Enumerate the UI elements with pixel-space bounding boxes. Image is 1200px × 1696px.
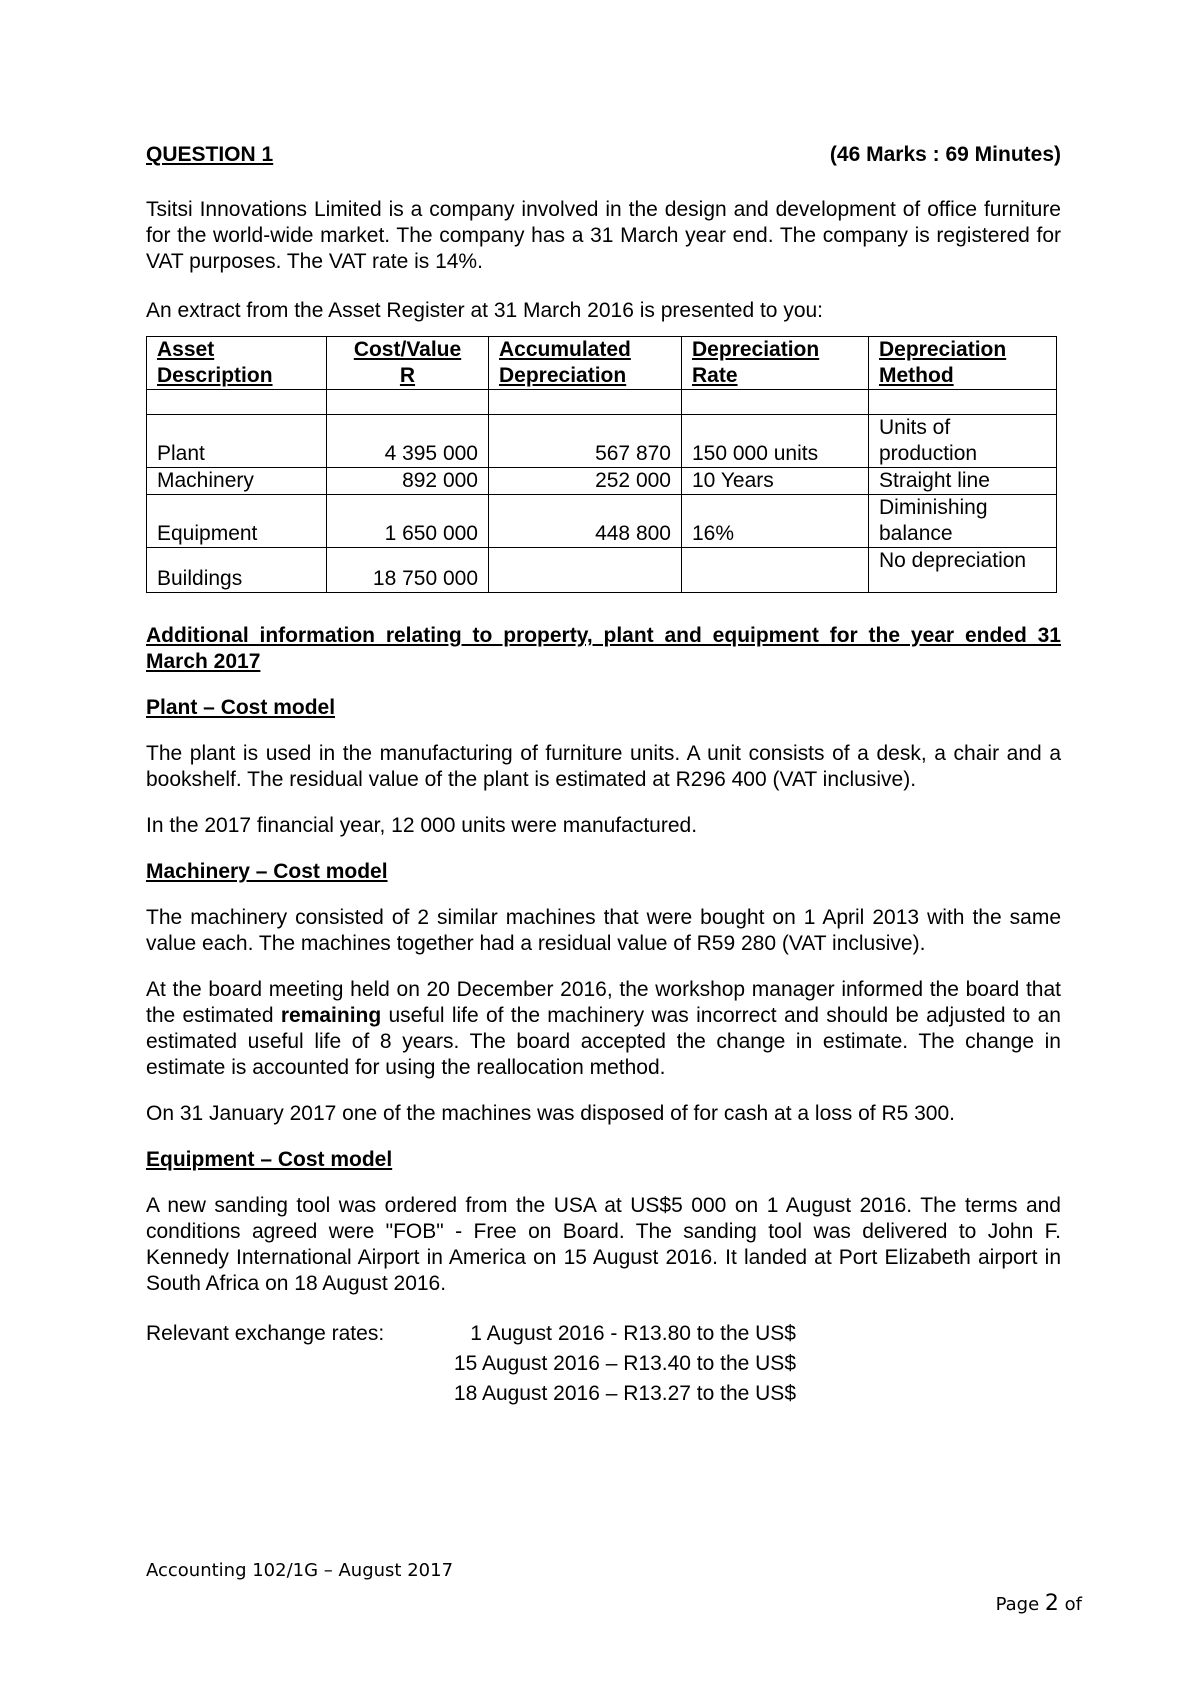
cost-cell: 18 750 000	[327, 548, 489, 593]
exchange-rate: 1 August 2016 - R13.80 to the US$	[470, 1322, 796, 1345]
question-title: QUESTION 1	[146, 143, 274, 166]
method-cell: Units of production	[869, 415, 1057, 468]
header-method: Depreciation Method	[869, 337, 1057, 390]
table-row	[147, 495, 1057, 548]
rate-cell: 10 Years	[682, 468, 869, 495]
question-marks: (46 Marks : 69 Minutes)	[829, 143, 1061, 166]
rate-cell: 150 000 units	[682, 415, 869, 468]
asset-cell: Machinery	[147, 468, 327, 495]
additional-info-title: Additional information relating to property, plant and equipment for the year ended 31 March 2017	[146, 624, 1061, 673]
machinery-section-title: Machinery – Cost model	[146, 860, 388, 883]
cost-cell: 1 650 000	[327, 495, 489, 548]
exchange-rate: 15 August 2016 – R13.40 to the US$	[453, 1352, 796, 1375]
plant-paragraph-1: The plant is used in the manufacturing of furniture units. A unit consists of a desk, a chair and a bookshelf. The residual value of the plant is estimated at R296 400 (VAT inclusive).	[146, 742, 1061, 791]
exchange-rate: 18 August 2016 – R13.27 to the US$	[453, 1382, 796, 1405]
plant-paragraph-2: In the 2017 financial year, 12 000 units were manufactured.	[146, 814, 698, 837]
accum-cell	[489, 548, 682, 593]
cost-cell: 892 000	[327, 468, 489, 495]
exchange-rates	[146, 1319, 1061, 1409]
table-row	[147, 548, 1057, 593]
machinery-paragraph-1: The machinery consisted of 2 similar machines that were bought on 1 April 2013 with the same value each. The machines together had a residual value of R59 280 (VAT inclusive).	[146, 906, 1061, 955]
header-asset: Asset Description	[147, 337, 327, 390]
question-content	[146, 143, 1061, 1409]
asset-register-table	[146, 336, 1057, 593]
cost-cell: 4 395 000	[327, 415, 489, 468]
exchange-rates-label: Relevant exchange rates:	[146, 1322, 385, 1345]
header-cost: Cost/Value R	[327, 337, 489, 390]
question-header	[146, 143, 1061, 173]
table-row	[147, 415, 1057, 468]
equipment-paragraph-1: A new sanding tool was ordered from the USA at US$5 000 on 1 August 2016. The terms and conditions agreed were "FOB" - Free on Board. The sanding tool was delivered to John F. Kennedy International Airport in America on 15 August 2016. It landed at Port Elizabeth airport in South Africa on 18 August 2016.	[146, 1194, 1061, 1295]
asset-cell: Equipment	[147, 495, 327, 548]
machinery-paragraph-3: On 31 January 2017 one of the machines was disposed of for cash at a loss of R5 300.	[146, 1102, 955, 1125]
table-row	[147, 468, 1057, 495]
page-number: Page 2 of	[995, 1591, 1082, 1616]
method-cell: Straight line	[869, 468, 1057, 495]
table-header-row	[147, 337, 1057, 390]
remaining-emphasis: remaining	[280, 1004, 382, 1027]
footer-course: Accounting 102/1G – August 2017	[146, 1560, 454, 1581]
table-blank-row	[147, 390, 1057, 415]
rate-cell	[682, 548, 869, 593]
asset-cell: Plant	[147, 415, 327, 468]
method-cell: No depreciation	[869, 548, 1057, 593]
accum-cell: 252 000	[489, 468, 682, 495]
machinery-paragraph-2: At the board meeting held on 20 December 2016, the workshop manager informed the board that the estimated remaining useful life of the machinery was incorrect and should be adjusted to an estimated useful life of 8 years. The board accepted the change in estimate. The change in estimate is accounted for using the reallocation method.	[146, 978, 1061, 1079]
accum-cell: 567 870	[489, 415, 682, 468]
equipment-section-title: Equipment – Cost model	[146, 1148, 393, 1171]
asset-cell: Buildings	[147, 548, 327, 593]
plant-section-title: Plant – Cost model	[146, 696, 336, 719]
rate-cell: 16%	[682, 495, 869, 548]
intro-paragraph: Tsitsi Innovations Limited is a company involved in the design and development of office furniture for the world-wide market. The company has a 31 March year end. The company is registered for VAT purposes. The VAT rate is 14%.	[146, 198, 1061, 273]
method-cell: Diminishing balance	[869, 495, 1057, 548]
extract-text: An extract from the Asset Register at 31 March 2016 is presented to you:	[146, 299, 824, 322]
header-rate: Depreciation Rate	[682, 337, 869, 390]
accum-cell: 448 800	[489, 495, 682, 548]
header-accumulated: Accumulated Depreciation	[489, 337, 682, 390]
